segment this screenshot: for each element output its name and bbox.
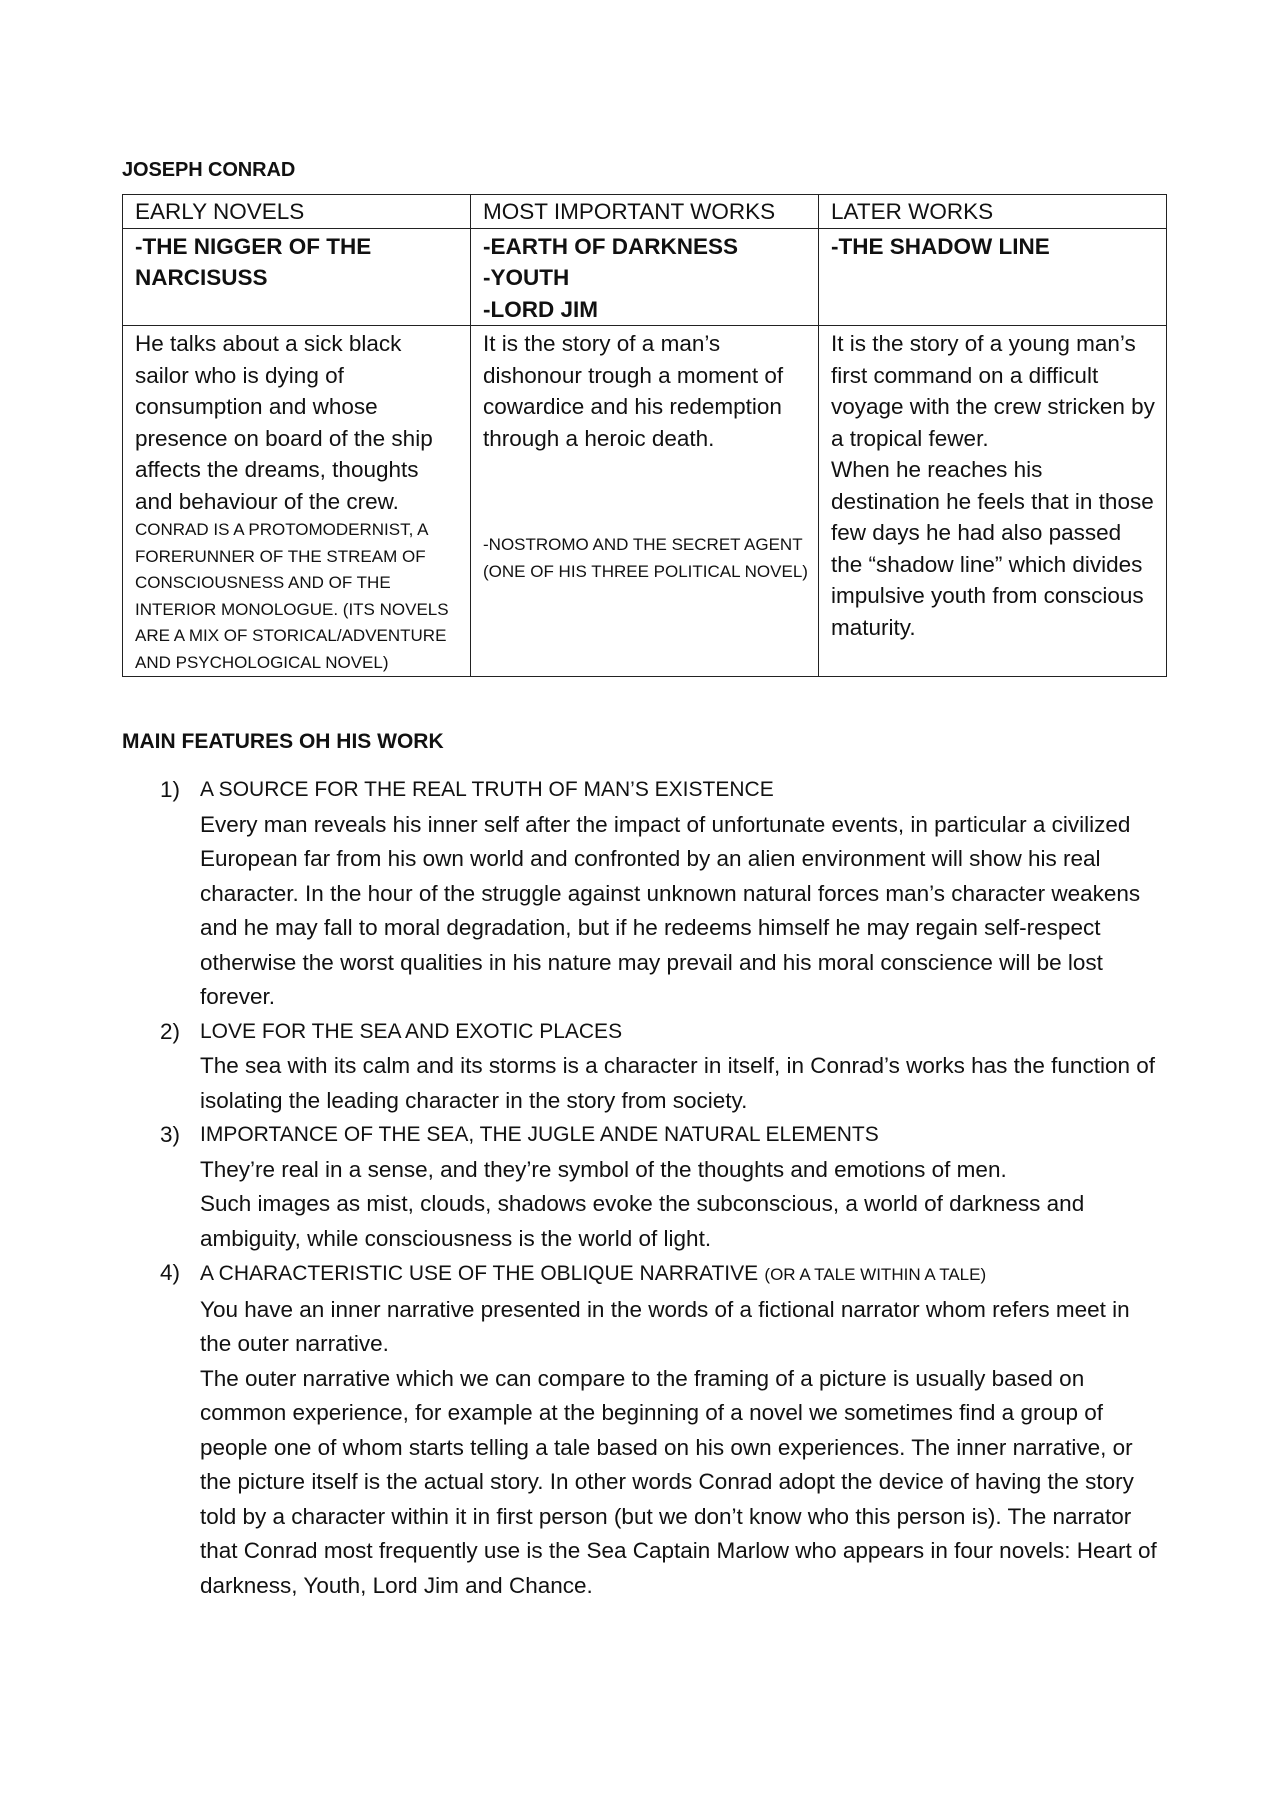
- list-number: 4): [160, 1260, 181, 1285]
- table-descriptions-row: [123, 326, 1167, 677]
- page-title: JOSEPH CONRAD: [122, 159, 296, 181]
- early-description-text: He talks about a sick black sailor who is dying of consumption and whose presence on board of the ship affects the dreams, thoughts and behaviour of the crew.: [135, 331, 433, 514]
- table-titles-row: [123, 228, 1167, 326]
- list-item: [122, 1118, 1166, 1256]
- feature-title: A CHARACTERISTIC USE OF THE OBLIQUE NARRATIVE: [200, 1262, 759, 1285]
- list-number: 1): [160, 777, 181, 802]
- feature-paragraph: Every man reveals his inner self after the impact of unfortunate events, in particular a civilized European far from his own world and confronted by an alien environment will show his real character. In the hour of the struggle against unknown natural forces man’s character weakens and he may fall to moral degradation, but if he redeems himself he may regain self-respect otherwise the worst qualities in his nature may prevail and his moral conscience will be lost forever.: [200, 811, 1141, 1009]
- later-works-description: [819, 326, 1167, 677]
- list-item: [122, 773, 1166, 1015]
- early-novels-description: [123, 326, 471, 677]
- header-later-works: LATER WORKS: [819, 195, 1167, 229]
- feature-title: IMPORTANCE OF THE SEA, THE JUGLE ANDE NATURAL ELEMENTS: [200, 1123, 879, 1146]
- table-header-row: [123, 195, 1167, 229]
- title-item: -YOUTH: [483, 265, 570, 290]
- header-most-important-works: MOST IMPORTANT WORKS: [471, 195, 819, 229]
- list-item: [122, 1015, 1166, 1119]
- important-description-text: It is the story of a man’s dishonour trough a moment of cowardice and his redemption through a heroic death.: [483, 331, 784, 451]
- feature-paragraph: Such images as mist, clouds, shadows evoke the subconscious, a world of darkness and ambiguity, while consciousness is the world of light.: [200, 1191, 1085, 1251]
- feature-paragraph: The sea with its calm and its storms is a character in itself, in Conrad’s works has the function of isolating the leading character in the story from society.: [200, 1053, 1155, 1113]
- feature-paragraph: You have an inner narrative presented in the words of a fictional narrator whom refers meet in the outer narrative.: [200, 1296, 1130, 1356]
- feature-title: A SOURCE FOR THE REAL TRUTH OF MAN’S EXISTENCE: [200, 778, 774, 801]
- title-item: -THE NIGGER OF THE NARCISUSS: [135, 233, 372, 290]
- important-note: -NOSTROMO AND THE SECRET AGENT (ONE OF HIS THREE POLITICAL NOVEL): [483, 535, 808, 581]
- early-novels-titles: [123, 228, 471, 326]
- works-table: [122, 194, 1167, 677]
- feature-title: LOVE FOR THE SEA AND EXOTIC PLACES: [200, 1019, 623, 1043]
- document-page: [122, 156, 1166, 1603]
- important-works-description: [471, 326, 819, 677]
- feature-subtitle: (OR A TALE WITHIN A TALE): [764, 1265, 987, 1284]
- list-number: 2): [160, 1018, 181, 1044]
- later-description-text-2: When he reaches his destination he feels that in those few days he had also passed the “shadow line” which divides impulsive youth from conscious maturity.: [831, 457, 1154, 640]
- early-note: CONRAD IS A PROTOMODERNIST, A FORERUNNER OF THE STREAM OF CONSCIOUSNESS AND OF THE INTERIOR MONOLOGUE. (ITS NOVELS ARE A MIX OF STORICAL/ADVENTURE AND PSYCHOLOGICAL NOVEL): [135, 520, 449, 672]
- feature-paragraph: They’re real in a sense, and they’re symbol of the thoughts and emotions of men.: [200, 1156, 1007, 1182]
- feature-paragraph: The outer narrative which we can compare to the framing of a picture is usually based on common experience, for example at the beginning of a novel we sometimes find a group of people one of whom starts telling a tale based on his own experiences. The inner narrative, or the picture itself is the actual story. In other words Conrad adopt the device of having the story told by a character within it in first person (but we don’t know who this person is). The narrator that Conrad most frequently use is the Sea Captain Marlow who appears in four novels: Heart of darkness, Youth, Lord Jim and Chance.: [200, 1365, 1157, 1598]
- list-number: 3): [160, 1122, 181, 1147]
- title-item: -LORD JIM: [483, 296, 598, 322]
- features-list: [122, 773, 1166, 1603]
- title-item: -EARTH OF DARKNESS: [483, 233, 739, 259]
- title-item: -THE SHADOW LINE: [831, 233, 1050, 259]
- section-title: MAIN FEATURES OH HIS WORK: [122, 730, 444, 753]
- feature-heading: [200, 1256, 1166, 1293]
- later-works-titles: [819, 228, 1167, 326]
- list-item: [122, 1256, 1166, 1603]
- header-early-novels: EARLY NOVELS: [123, 195, 471, 229]
- important-works-titles: [471, 228, 819, 326]
- later-description-text-1: It is the story of a young man’s first command on a difficult voyage with the crew stricken by a tropical fewer.: [831, 331, 1155, 451]
